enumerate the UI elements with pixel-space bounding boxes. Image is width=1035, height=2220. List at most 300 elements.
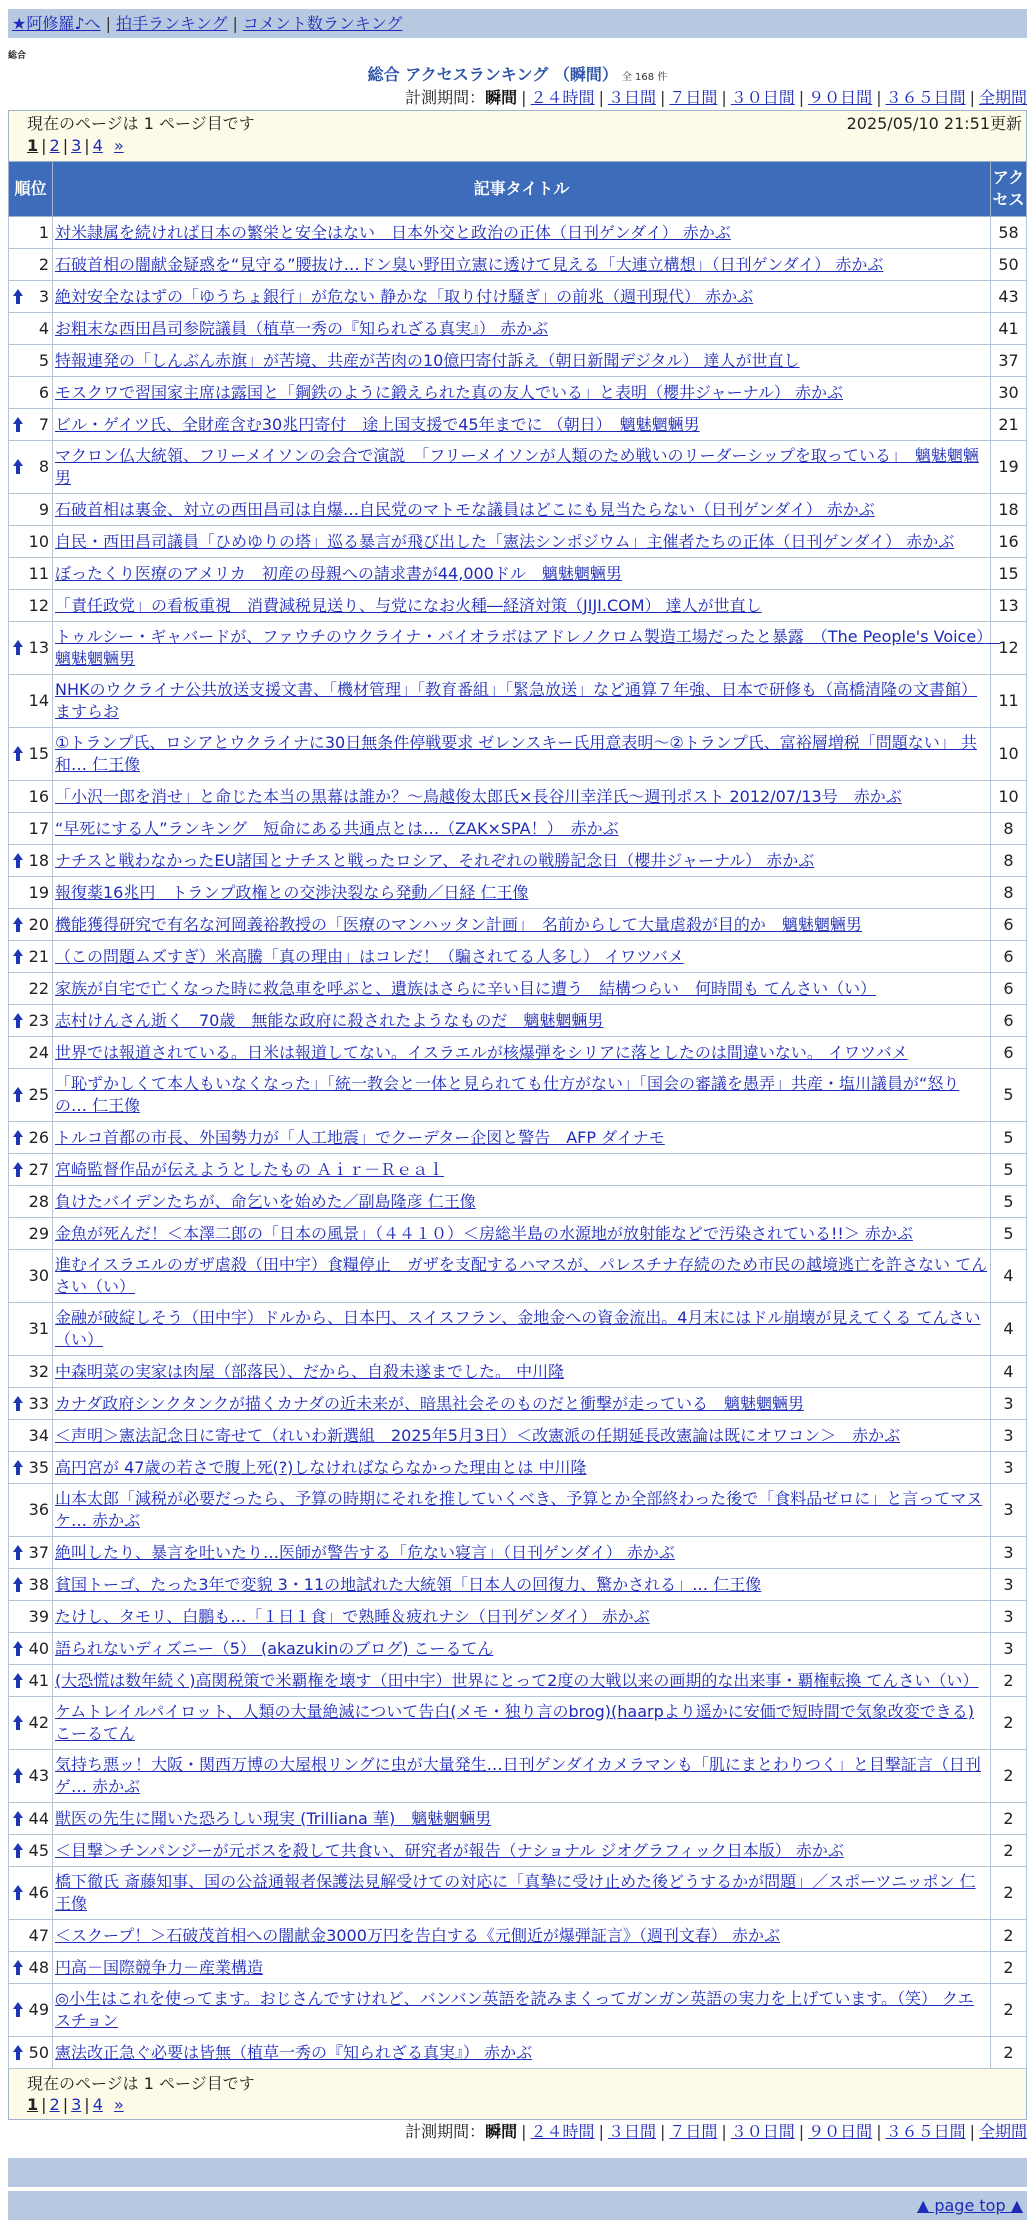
table-row — [9, 813, 1027, 845]
rank-cell — [9, 1122, 53, 1154]
rank-number: 28 — [28, 1191, 49, 1211]
article-link[interactable]: ぼったくり医療のアメリカ 初産の母親への請求書が44,000ドル 魑魅魍魎男 — [55, 563, 622, 583]
access-count: 2 — [991, 1952, 1027, 1984]
rank-number: 50 — [28, 2042, 49, 2062]
article-link[interactable]: 石破首相の闇献金疑惑を“見守る”腰抜け…ドン臭い野田立憲に透けて見える「大連立構想」（日刊ゲンダイ） 赤かぶ — [55, 254, 884, 274]
title-cell — [53, 1920, 991, 1952]
article-link[interactable]: 絶叫したり、暴言を吐いたり…医師が警告する「危ない寝言」（日刊ゲンダイ） 赤かぶ — [55, 1542, 675, 1562]
period-option-link[interactable]: ３日間 — [607, 88, 656, 107]
table-row — [9, 526, 1027, 558]
article-link[interactable]: ◎小生はこれを使ってます。おじさんですけれど、バンバン英語を読みまくってガンガン英語の実力を上げています。（笑） クエスチョン — [55, 1989, 974, 2030]
article-link[interactable]: トゥルシー・ギャバードが、ファウチのウクライナ・バイオラボはアドレノクロム製造工場だったと暴露 （The People's Voice） 魑魅魍魎男 — [55, 627, 1001, 668]
access-count: 2 — [991, 1697, 1027, 1750]
article-link[interactable]: 対米隷属を続ければ日本の繁栄と安全はない 日本外交と政治の正体（日刊ゲンダイ） 赤かぶ — [55, 222, 731, 242]
rank-number: 12 — [28, 595, 49, 615]
rank-cell — [9, 1356, 53, 1388]
title-cell — [53, 526, 991, 558]
rank-number: 35 — [28, 1457, 49, 1477]
separator: | — [41, 2095, 47, 2114]
table-row — [9, 313, 1027, 345]
title-cell — [53, 281, 991, 313]
header-access: アクセス — [991, 162, 1027, 217]
rank-number: 31 — [28, 1319, 49, 1338]
rank-cell — [9, 1750, 53, 1803]
rank-cell — [9, 973, 53, 1005]
rank-number: 34 — [28, 1425, 49, 1445]
clap-ranking-link[interactable]: 拍手ランキング — [115, 14, 228, 33]
table-row — [9, 675, 1027, 728]
rank-number: 24 — [28, 1042, 49, 1062]
rank-cell — [9, 1005, 53, 1037]
rank-cell — [9, 217, 53, 249]
table-row — [9, 1388, 1027, 1420]
article-link[interactable]: 山本太郎「減税が必要だったら、予算の時期にそれを推していくべき、予算とか全部終わった後で「食料品ゼロに」と言ってマヌケ… 赤かぶ — [55, 1489, 983, 1530]
article-link[interactable]: ナチスと戦わなかったEU諸国とナチスと戦ったロシア、それぞれの戦勝記念日（櫻井ジャーナル） 赤かぶ — [55, 850, 815, 870]
rank-cell — [9, 1835, 53, 1867]
period-option-link[interactable]: ３０日間 — [730, 88, 795, 107]
title-cell — [53, 1835, 991, 1867]
rank-number: 16 — [28, 786, 49, 806]
rank-number: 46 — [28, 1883, 49, 1902]
period-option-link[interactable]: ３６５日間 — [885, 88, 966, 107]
rank-number: 1 — [38, 222, 49, 242]
access-count: 37 — [991, 345, 1027, 377]
rank-number: 45 — [28, 1840, 49, 1860]
article-link[interactable]: 負けたバイデンたちが、命乞いを始めた／副島隆彦 仁王像 — [55, 1191, 476, 1211]
title-cell — [53, 877, 991, 909]
access-count: 18 — [991, 494, 1027, 526]
access-count: 6 — [991, 909, 1027, 941]
pager-page-link[interactable]: 4 — [92, 136, 103, 155]
period-option-link[interactable]: ９０日間 — [808, 2122, 873, 2141]
separator: | — [84, 136, 90, 155]
table-row — [9, 1186, 1027, 1218]
rank-cell — [9, 1388, 53, 1420]
pager-page-link[interactable]: 2 — [49, 2095, 60, 2114]
rank-up-arrow-icon — [13, 2045, 23, 2061]
access-count: 19 — [991, 441, 1027, 494]
period-selector — [8, 2120, 1027, 2144]
title-cell — [53, 558, 991, 590]
article-link[interactable]: トルコ首都の市長、外国勢力が「人工地震」でクーデター企図と警告 AFP ダイナモ — [55, 1127, 665, 1147]
table-row — [9, 1452, 1027, 1484]
rank-number: 49 — [28, 2000, 49, 2019]
rank-number: 5 — [38, 350, 49, 370]
page-info: 現在のページは 1 ページ目です — [27, 2074, 255, 2093]
period-option-link[interactable]: ３６５日間 — [885, 2122, 966, 2141]
table-row — [9, 973, 1027, 1005]
rank-number: 39 — [28, 1606, 49, 1626]
article-link[interactable]: お粗末な西田昌司参院議員（植草一秀の『知られざる真実』） 赤かぶ — [55, 318, 549, 338]
rank-number: 8 — [38, 457, 49, 476]
pager-next-link[interactable]: » — [113, 136, 124, 155]
title-cell — [53, 1303, 991, 1356]
article-link[interactable]: 世界では報道されている。日米は報道してない。イスラエルが核爆弾をシリアに落としたのは間違いない。 イワツバメ — [55, 1042, 908, 1062]
access-count: 6 — [991, 941, 1027, 973]
rank-cell — [9, 2037, 53, 2069]
title-cell — [53, 1633, 991, 1665]
rank-cell — [9, 877, 53, 909]
rank-up-arrow-icon — [13, 1013, 23, 1029]
rank-cell — [9, 409, 53, 441]
rank-cell — [9, 909, 53, 941]
rank-number: 41 — [28, 1670, 49, 1690]
table-row — [9, 1303, 1027, 1356]
rank-up-arrow-icon — [13, 1843, 23, 1859]
article-link[interactable]: 特報連発の「しんぶん赤旗」が苦境、共産が苦肉の10億円寄付訴え（朝日新聞デジタル） 達人が世直し — [55, 350, 800, 370]
access-count: 58 — [991, 217, 1027, 249]
rank-number: 21 — [28, 946, 49, 966]
access-count: 8 — [991, 813, 1027, 845]
article-link[interactable]: マクロン仏大統領、フリーメイソンの会合で演説 「フリーメイソンが人類のため戦いのリーダーシップを取っている」 魑魅魍魎男 — [55, 446, 979, 487]
article-link[interactable]: 獣医の先生に聞いた恐ろしい現実 (Trilliana 華) 魑魅魍魎男 — [55, 1808, 492, 1828]
table-row — [9, 1356, 1027, 1388]
rank-number: 43 — [28, 1766, 49, 1785]
article-link[interactable]: 機能獲得研究で有名な河岡義裕教授の「医療のマンハッタン計画」 名前からして大量虐殺が目的か 魑魅魍魎男 — [55, 914, 862, 934]
rank-number: 9 — [38, 499, 49, 519]
rank-number: 20 — [28, 914, 49, 934]
rank-number: 14 — [28, 691, 49, 710]
table-row — [9, 1835, 1027, 1867]
access-count: 3 — [991, 1601, 1027, 1633]
table-row — [9, 441, 1027, 494]
title-cell — [53, 1250, 991, 1303]
period-option-link[interactable]: ３日間 — [607, 2122, 656, 2141]
rank-number: 11 — [28, 563, 49, 583]
access-count: 3 — [991, 1452, 1027, 1484]
article-link[interactable]: 自民・西田昌司議員「ひめゆりの塔」巡る暴言が飛び出した「憲法シンポジウム」主催者たちの正体（日刊ゲンダイ） 赤かぶ — [55, 531, 955, 551]
rank-cell — [9, 313, 53, 345]
title-cell — [53, 781, 991, 813]
access-count: 2 — [991, 1665, 1027, 1697]
article-link[interactable]: 語られないディズニー（5） (akazukinのブログ) こーるてん — [55, 1638, 494, 1658]
title-cell — [53, 728, 991, 781]
title-cell — [53, 813, 991, 845]
access-count: 21 — [991, 409, 1027, 441]
separator: | — [62, 136, 69, 155]
rank-cell — [9, 941, 53, 973]
rank-up-arrow-icon — [13, 417, 23, 433]
title-cell — [53, 409, 991, 441]
article-link[interactable]: 家族が自宅で亡くなった時に救急車を呼ぶと、遺族はさらに辛い目に遭う 結構つらい 何時間も てんさい（い） — [55, 978, 877, 998]
article-link[interactable]: 絶対安全なはずの「ゆうちょ銀行」が危ない 静かな「取り付け騒ぎ」の前兆（週刊現代） 赤かぶ — [55, 286, 754, 306]
article-link[interactable]: 気持ち悪ッ！大阪・関西万博の大屋根リングに虫が大量発生…日刊ゲンダイカメラマンも「肌にまとわりつく」と目撃証言（日刊ゲ… 赤かぶ — [55, 1755, 981, 1796]
title-cell — [53, 1186, 991, 1218]
access-count: 2 — [991, 1750, 1027, 1803]
table-row — [9, 590, 1027, 622]
rank-cell — [9, 526, 53, 558]
rank-number: 7 — [38, 414, 49, 434]
rank-number: 44 — [28, 1808, 49, 1828]
access-count: 5 — [991, 1069, 1027, 1122]
table-row — [9, 1750, 1027, 1803]
rank-up-arrow-icon — [13, 1396, 23, 1412]
table-row — [9, 1952, 1027, 1984]
period-selector — [8, 86, 1027, 110]
header-rank: 順位 — [9, 162, 53, 217]
title-cell — [53, 1803, 991, 1835]
footer-bar — [8, 2158, 1027, 2187]
title-cell — [53, 1005, 991, 1037]
separator: | — [41, 136, 47, 155]
article-link[interactable]: 金魚が死んだ！＜本澤二郎の「日本の風景」（４４１０）＜房総半島の水源地が放射能などで汚染されている!!＞ 赤かぶ — [55, 1223, 913, 1243]
access-count: 8 — [991, 845, 1027, 877]
separator: | — [798, 88, 805, 107]
rank-up-arrow-icon — [13, 1960, 23, 1976]
access-count: 3 — [991, 1633, 1027, 1665]
separator: | — [521, 2122, 527, 2141]
access-count: 16 — [991, 526, 1027, 558]
table-row — [9, 1867, 1027, 1920]
rank-number: 30 — [28, 1266, 49, 1285]
rank-up-arrow-icon — [13, 1641, 23, 1657]
article-link[interactable]: ①トランプ氏、ロシアとウクライナに30日無条件停戦要求 ゼレンスキー氏用意表明～②トランプ氏、富裕層増税「問題ない」 共和… 仁王像 — [55, 733, 977, 774]
rank-cell — [9, 1186, 53, 1218]
title-cell — [53, 345, 991, 377]
table-row — [9, 1665, 1027, 1697]
table-row — [9, 494, 1027, 526]
separator: | — [598, 2122, 604, 2141]
title-cell — [53, 1952, 991, 1984]
article-link[interactable]: 「恥ずかしくて本人もいなくなった」「統一教会と一体と見られても仕方がない」「国会の審議を愚弄」共産・塩川議員が“怒りの… 仁王像 — [55, 1074, 960, 1115]
access-count: 3 — [991, 1420, 1027, 1452]
period-option-link[interactable]: ７日間 — [669, 88, 718, 107]
article-link[interactable]: 志村けんさん逝く 70歳 無能な政府に殺されたようなものだ 魑魅魍魎男 — [55, 1010, 604, 1030]
access-count: 3 — [991, 1537, 1027, 1569]
period-current: 瞬間 — [485, 2122, 518, 2141]
article-link[interactable]: 進むイスラエルのガザ虐殺（田中宇）食糧停止 ガザを支配するハマスが、パレスチナ存続のため市民の越境逃亡を許さない てんさい（い） — [55, 1255, 988, 1296]
pager-page-link[interactable]: 2 — [49, 136, 60, 155]
rank-cell — [9, 1303, 53, 1356]
rank-up-arrow-icon — [13, 1715, 23, 1731]
rank-number: 25 — [28, 1085, 49, 1104]
article-link[interactable]: ケムトレイルパイロット、人類の大量絶滅について告白(メモ・独り言のbrog)(haarpより遥かに安価で短時間で気象改変できる) こーるてん — [55, 1702, 974, 1743]
rank-number: 32 — [28, 1361, 49, 1381]
title-cell — [53, 377, 991, 409]
rank-cell — [9, 781, 53, 813]
rank-number: 3 — [38, 286, 49, 306]
rank-number: 38 — [28, 1574, 49, 1594]
page-title — [8, 64, 1027, 86]
access-count: 50 — [991, 249, 1027, 281]
article-link[interactable]: ＜目撃＞チンパンジーが元ボスを殺して共食い、研究者が報告（ナショナル ジオグラフィック日本版） 赤かぶ — [55, 1840, 844, 1860]
period-option-link[interactable]: ３０日間 — [730, 2122, 795, 2141]
rank-number: 29 — [28, 1223, 49, 1243]
article-link[interactable]: ＜スクープ！＞石破茂首相への闇献金3000万円を告白する《元側近が爆弾証言》（週刊文春） 赤かぶ — [55, 1925, 781, 1945]
article-link[interactable]: 憲法改正急ぐ必要は皆無（植草一秀の『知られざる真実』） 赤かぶ — [55, 2042, 533, 2062]
rank-cell — [9, 1920, 53, 1952]
pager-page-link[interactable]: 4 — [92, 2095, 103, 2114]
access-count: 13 — [991, 590, 1027, 622]
title-cell — [53, 973, 991, 1005]
separator: | — [659, 88, 666, 107]
title-cell — [53, 622, 1001, 675]
article-link[interactable]: 橋下徹氏 斎藤知事、国の公益通報者保護法見解受けての対応に「真摯に受け止めた後どうするかが問題」／スポーツニッポン 仁王像 — [55, 1872, 976, 1913]
article-link[interactable]: 高円宮が 47歳の若さで腹上死(?)しなければならなかった理由とは 中川隆 — [55, 1457, 587, 1477]
rank-number: 48 — [28, 1957, 49, 1977]
table-row — [9, 877, 1027, 909]
rank-cell — [9, 1601, 53, 1633]
rank-cell — [9, 1218, 53, 1250]
table-row — [9, 1420, 1027, 1452]
separator: | — [521, 88, 527, 107]
article-link[interactable]: 貧国トーゴ、たった3年で変貌 3・11の地試れた大統領「日本人の回復力、驚かされる」… 仁王像 — [55, 1574, 762, 1594]
rank-cell — [9, 1665, 53, 1697]
article-link[interactable]: モスクワで習国家主席は露国と「鋼鉄のように鍛えられた真の友人でいる」と表明（櫻井ジャーナル） 赤かぶ — [55, 382, 843, 402]
table-row — [9, 1920, 1027, 1952]
title-cell — [53, 1218, 991, 1250]
pager-page-link[interactable]: 3 — [71, 2095, 82, 2114]
access-count: 2 — [991, 1867, 1027, 1920]
separator: | — [232, 14, 238, 33]
access-count: 4 — [991, 1356, 1027, 1388]
rank-cell — [9, 845, 53, 877]
rank-up-arrow-icon — [13, 853, 23, 869]
page-top-link[interactable]: ▲ page top ▲ — [916, 2196, 1023, 2215]
rank-cell — [9, 494, 53, 526]
home-link[interactable]: ★阿修羅♪へ — [12, 14, 101, 33]
access-count: 5 — [991, 1218, 1027, 1250]
article-link[interactable]: 「責任政党」の看板重視 消費減税見送り、与党になお火種―経済対策（JIJI.COM） 達人が世直し — [55, 595, 762, 615]
rank-cell — [9, 1484, 53, 1537]
access-count: 4 — [991, 1250, 1027, 1303]
rank-up-arrow-icon — [13, 1130, 23, 1146]
rank-cell — [9, 377, 53, 409]
access-count: 41 — [991, 313, 1027, 345]
page-info: 現在のページは 1 ページ目です — [27, 114, 255, 133]
rank-number: 17 — [28, 818, 49, 838]
table-row — [9, 1218, 1027, 1250]
rank-number: 18 — [28, 850, 49, 870]
article-link[interactable]: “早死にする人”ランキング 短命にある共通点とは…（ZAK×SPA！） 赤かぶ — [55, 818, 619, 838]
separator: | — [798, 2122, 805, 2141]
rank-number: 2 — [38, 254, 49, 274]
article-link[interactable]: 報復薬16兆円 トランプ政権との交渉決裂なら発動／日経 仁王像 — [55, 882, 529, 902]
article-link[interactable]: （この問題ムズすぎ）米高騰「真の理由」はコレだ！（騙されてる人多し） イワツバメ — [55, 946, 684, 966]
article-link[interactable]: 中森明菜の実家は肉屋（部落民）、だから、自殺未遂までした。 中川隆 — [55, 1361, 565, 1381]
rank-number: 36 — [28, 1500, 49, 1519]
top-navigation — [8, 9, 1027, 38]
article-link[interactable]: カナダ政府シンクタンクが描くカナダの近未来が、暗黒社会そのものだと衝撃が走っている 魑魅魍魎男 — [55, 1393, 805, 1413]
access-count: 30 — [991, 377, 1027, 409]
table-row — [9, 1069, 1027, 1122]
title-cell — [53, 249, 991, 281]
title-cell — [53, 675, 991, 728]
period-current: 瞬間 — [485, 88, 518, 107]
article-link[interactable]: 石破首相は裏金、対立の西田昌司は自爆…自民党のマトモな議員はどこにも見当たらない（日刊ゲンダイ） 赤かぶ — [55, 499, 875, 519]
period-option-link[interactable]: ７日間 — [669, 2122, 718, 2141]
category-label: 総合 — [8, 51, 27, 61]
rank-cell — [9, 1569, 53, 1601]
table-row — [9, 1122, 1027, 1154]
period-option-link[interactable]: 全期間 — [978, 88, 1027, 107]
rank-up-arrow-icon — [13, 1087, 23, 1103]
title-cell — [53, 909, 991, 941]
article-link[interactable]: たけし、タモリ、白鵬も…「１日１食」で熟睡＆疲れナシ（日刊ゲンダイ） 赤かぶ — [55, 1606, 650, 1626]
period-option-link[interactable]: 全期間 — [978, 2122, 1027, 2141]
pager — [27, 2094, 1026, 2116]
rank-up-arrow-icon — [13, 2002, 23, 2018]
rank-number: 33 — [28, 1393, 49, 1413]
rank-number: 47 — [28, 1925, 49, 1945]
access-count: 12 — [991, 622, 1027, 675]
rank-number: 27 — [28, 1159, 49, 1179]
article-link[interactable]: (大恐慌は数年続く)高関税策で米覇権を壊す（田中宇）世界にとって2度の大戦以来の画期的な出来事・覇権転換 てんさい（い） — [55, 1670, 979, 1690]
rank-cell — [9, 1697, 53, 1750]
article-link[interactable]: 金融が破綻しそう（田中宇）ドルから、日本円、スイスフラン、金地金への資金流出。4月末にはドル崩壊が見えてくる てんさい（い） — [55, 1308, 981, 1349]
rank-up-arrow-icon — [13, 1768, 23, 1784]
rank-number: 10 — [28, 531, 49, 551]
rank-up-arrow-icon — [13, 1545, 23, 1561]
access-count: 2 — [991, 1984, 1027, 2037]
access-count: 10 — [991, 728, 1027, 781]
access-count: 2 — [991, 1835, 1027, 1867]
period-option-link[interactable]: ９０日間 — [808, 88, 873, 107]
article-link[interactable]: ＜声明＞憲法記念日に寄せて（れいわ新選組 2025年5月3日）＜改憲派の任期延長改憲論は既にオワコン＞ 赤かぶ — [55, 1425, 901, 1445]
separator: | — [105, 14, 111, 33]
rank-cell — [9, 1452, 53, 1484]
pager-page-link[interactable]: 3 — [71, 136, 82, 155]
table-row — [9, 1984, 1027, 2037]
article-link[interactable]: NHKのウクライナ公共放送支援文書、「機材管理」「教育番組」「緊急放送」など通算７年強、日本で研修も（高橋清隆の文書館） ますらお — [55, 680, 978, 721]
title-cell — [53, 1867, 991, 1920]
table-row — [9, 281, 1027, 313]
title-cell — [53, 313, 991, 345]
access-count: 3 — [991, 1484, 1027, 1537]
access-count: 3 — [991, 1569, 1027, 1601]
comment-ranking-link[interactable]: コメント数ランキング — [242, 14, 403, 33]
table-row — [9, 249, 1027, 281]
access-count: 8 — [991, 877, 1027, 909]
rank-cell — [9, 1803, 53, 1835]
title-cell — [53, 1601, 991, 1633]
article-link[interactable]: 宮崎監督作品が伝えようとしたもの Ａｉｒ－Ｒｅａｌ — [55, 1159, 445, 1179]
rank-number: 19 — [28, 882, 49, 902]
separator: | — [969, 2122, 975, 2141]
pager-next-link[interactable]: » — [113, 2095, 124, 2114]
table-row — [9, 1154, 1027, 1186]
title-cell — [53, 1750, 991, 1803]
pager-current: 1 — [27, 136, 39, 155]
table-row — [9, 377, 1027, 409]
period-label: 計測期間： — [405, 88, 486, 107]
updated-time: 2025/05/10 21:51更新 — [846, 114, 1022, 133]
ranking-table — [8, 161, 1027, 2069]
access-count: 15 — [991, 558, 1027, 590]
table-row — [9, 1484, 1027, 1537]
period-option-link[interactable]: ２４時間 — [530, 2122, 595, 2141]
access-count: 6 — [991, 973, 1027, 1005]
table-row — [9, 1803, 1027, 1835]
title-cell — [53, 494, 991, 526]
table-row — [9, 1537, 1027, 1569]
title-cell — [53, 1537, 991, 1569]
separator: | — [876, 2122, 882, 2141]
rank-up-arrow-icon — [13, 949, 23, 965]
pager-current: 1 — [27, 2095, 39, 2114]
title-cell — [53, 1154, 991, 1186]
rank-number: 23 — [28, 1010, 49, 1030]
article-link[interactable]: 円高－国際競争力－産業構造 — [55, 1957, 264, 1977]
period-option-link[interactable]: ２４時間 — [530, 88, 595, 107]
page-info-box — [8, 110, 1027, 161]
article-link[interactable]: ビル・ゲイツ氏、全財産含む30兆円寄付 途上国支援で45年までに （朝日） 魑魅魍魎男 — [55, 414, 700, 434]
article-link[interactable]: 「小沢一郎を消せ」と命じた本当の黒幕は誰か？～鳥越俊太郎氏×長谷川幸洋氏～週刊ポスト 2012/07/13号 赤かぶ — [55, 786, 902, 806]
title-cell — [53, 1484, 991, 1537]
rank-up-arrow-icon — [13, 289, 23, 305]
rank-number: 4 — [38, 318, 49, 338]
rank-number: 40 — [28, 1638, 49, 1658]
